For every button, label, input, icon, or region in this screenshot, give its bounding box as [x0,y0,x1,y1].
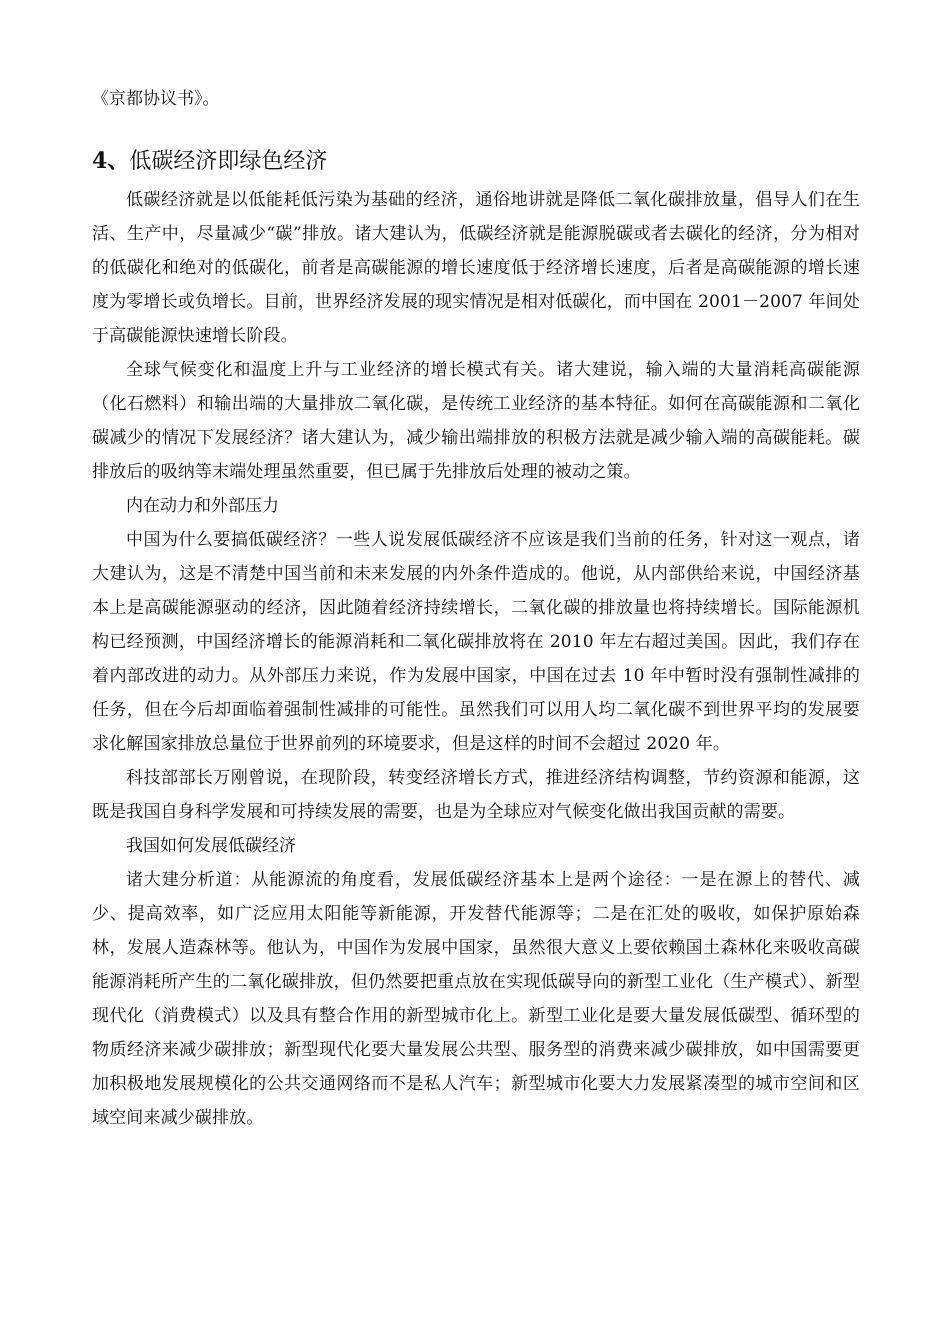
paragraph: 全球气候变化和温度上升与工业经济的增长模式有关。诸大建说，输入端的大量消耗高碳能源（化石燃料）和输出端的大量排放二氧化碳，是传统工业经济的基本特征。如何在高碳能源和二氧化碳减少的情况下发展经济？诸大建认为，减少输出端排放的积极方法就是减少输入端的高碳能耗。碳排放后的吸纳等末端处理虽然重要，但已属于先排放后处理的被动之策。 [92,360,860,482]
document-body [92,82,860,1135]
section-title: 低碳经济即绿色经济 [129,149,328,174]
paragraph: 科技部部长万刚曾说，在现阶段，转变经济增长方式，推进经济结构调整，节约资源和能源，这既是我国自身科学发展和可持续发展的需要，也是为全球应对气候变化做出我国贡献的需要。 [92,768,860,822]
subheading-how-to-develop: 我国如何发展低碳经济 [126,836,296,856]
subheading-internal-external: 内在动力和外部压力 [126,496,279,516]
paragraph: 中国为什么要搞低碳经济？一些人说发展低碳经济不应该是我们当前的任务，针对这一观点，诸大建认为，这是不清楚中国当前和未来发展的内外条件造成的。他说，从内部供给来说，中国经济基本上是高碳能源驱动的经济，因此随着经济持续增长，二氧化碳的排放量也将持续增长。国际能源机构已经预测，中国经济增长的能源消耗和二氧化碳排放将在 2010 年左右超过美国。因此，我们存在着内部改进的动力。从外部压力来说，作为发展中国家，中国在过去 10 年中暂时没有强制性减排的任务，但在今后却面临着强制性减排的可能性。虽然我们可以用人均二氧化碳不到世界平均的发展要求化解国家排放总量位于世界前列的环境要求，但是这样的时间不会超过 2020 年。 [92,530,860,754]
paragraph: 诸大建分析道：从能源流的角度看，发展低碳经济基本上是两个途径：一是在源上的替代、减少、提高效率，如广泛应用太阳能等新能源，开发替代能源等；二是在汇处的吸收，如保护原始森林，发展人造森林等。他认为，中国作为发展中国家，虽然很大意义上要依赖国土森林化来吸收高碳能源消耗所产生的二氧化碳排放，但仍然要把重点放在实现低碳导向的新型工业化（生产模式）、新型现代化（消费模式）以及具有整合作用的新型城市化上。新型工业化是要大量发展低碳型、循环型的物质经济来减少碳排放；新型现代化要大量发展公共型、服务型的消费来减少碳排放，如中国需要更加积极地发展规模化的公共交通网络而不是私人汽车；新型城市化要大力发展紧凑型的城市空间和区域空间来减少碳排放。 [92,870,860,1128]
section-heading [92,146,860,177]
paragraph: 低碳经济就是以低能耗低污染为基础的经济，通俗地讲就是降低二氧化碳排放量，倡导人们在生活、生产中，尽量减少“碳”排放。诸大建认为，低碳经济就是能源脱碳或者去碳化的经济，分为相对的低碳化和绝对的低碳化，前者是高碳能源的增长速度低于经济增长速度，后者是高碳能源的增长速度为零增长或负增长。目前，世界经济发展的现实情况是相对低碳化，而中国在 2001－2007 年间处于高碳能源快速增长阶段。 [92,190,860,346]
section-number: 4、 [92,148,130,174]
lead-line: 《京都协议书》。 [92,89,220,109]
